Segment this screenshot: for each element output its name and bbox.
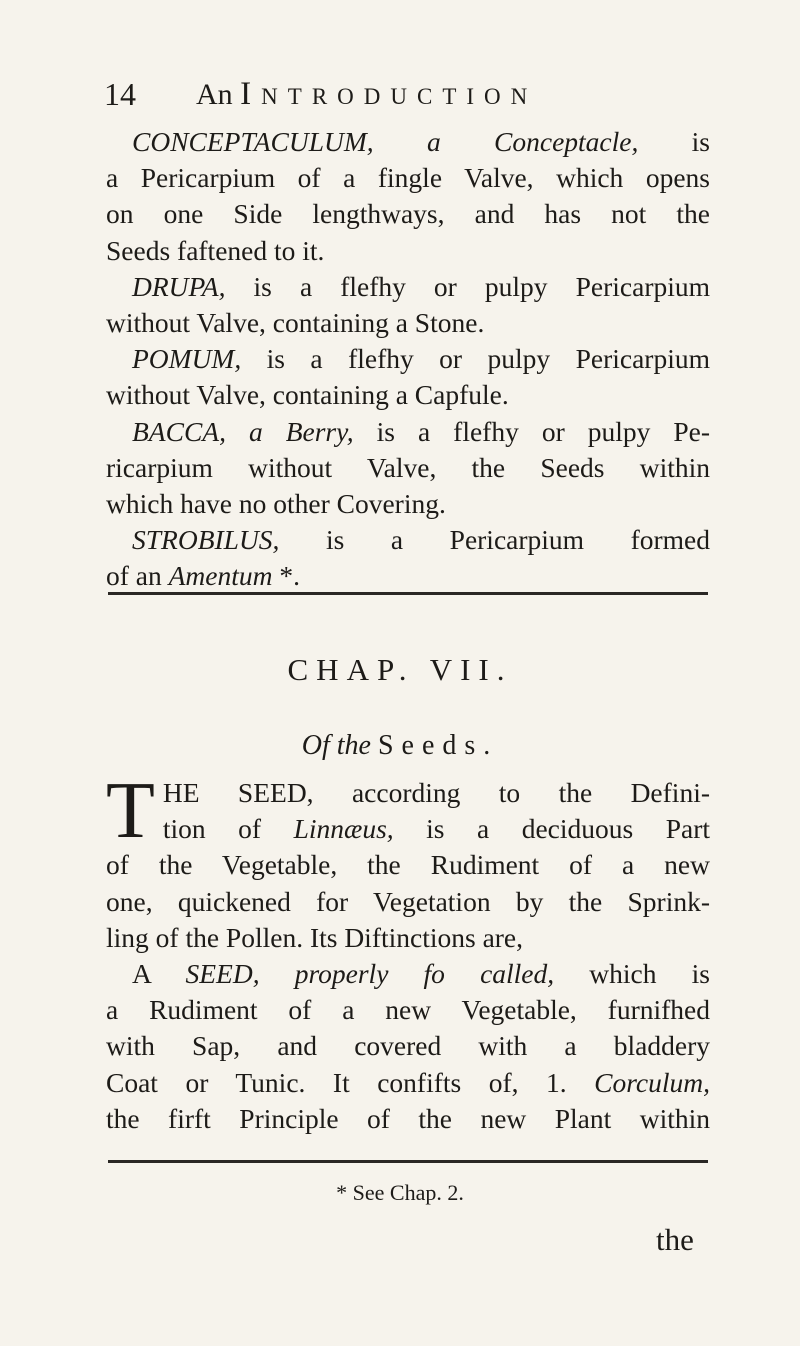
divider-rule xyxy=(108,592,708,595)
term: CONCEPTACULUM, xyxy=(132,126,374,157)
gloss: a Berry, xyxy=(248,415,354,447)
gloss: properly fo called, xyxy=(294,958,555,990)
catchword: the xyxy=(656,1222,694,1257)
title-rest: NTRODUCTION xyxy=(261,84,538,109)
term: Corculum, xyxy=(594,1066,710,1098)
running-header xyxy=(104,76,704,120)
definition-strobilus: STROBILUS, is a Pericarpium formed of an Amentum *. xyxy=(106,524,711,592)
gloss: Amentum xyxy=(168,560,273,592)
title-initial: I xyxy=(240,76,252,112)
drop-cap: T xyxy=(106,767,155,855)
footnote-rule xyxy=(108,1160,708,1163)
seed-paragraph: T HE SEED, according to the Defini- tion of Linnæus, is a deciduous Part of the Vegetable, the Rudiment of a new one, quickened for Vegetation by the Sprink- ling of the Pollen. Its Diftinctions are, A SEED, properly fo called, which is a Rudiment of a new Vegetable, furnifhed with Sap, and covered with a bladdery Coat or Tunic. It confifts of, 1. Corculum, the firft Principle of the new Plant within xyxy=(106,767,710,1134)
running-title xyxy=(196,76,537,113)
footnote: * See Chap. 2. xyxy=(336,1180,464,1205)
definition-pomum: POMUM, is a flefhy or pulpy Pericarpium without Valve, containing a Capfule. xyxy=(106,343,710,411)
chapter-subtitle: Of the Seeds. xyxy=(301,730,499,761)
chapter-heading: CHAP. VII. xyxy=(287,652,513,687)
term: POMUM, xyxy=(132,343,242,375)
term: STROBILUS, xyxy=(132,524,280,556)
page-number: 14 xyxy=(104,76,136,112)
term: BACCA, xyxy=(132,415,226,447)
author-name: Linnæus, xyxy=(293,813,394,845)
term: DRUPA, xyxy=(132,270,226,302)
title-prefix: An xyxy=(196,78,233,111)
term: SEED, xyxy=(185,958,260,990)
definition-drupa: DRUPA, is a flefhy or pulpy Pericarpium without Valve, containing a Stone. xyxy=(106,270,711,339)
definitions-block xyxy=(106,124,710,595)
gloss: a Conceptacle, xyxy=(426,126,639,157)
definition-conceptaculum: CONCEPTACULUM, a Conceptacle, is a Pericarpium of a fingle Valve, which opens on one Side lengthways, and has not the Seeds faftened to it. xyxy=(106,126,710,266)
footnote-mark: *. xyxy=(279,560,300,592)
definition-bacca: BACCA, a Berry, is a flefhy or pulpy Pe- ricarpium without Valve, the Seeds within which have no other Covering. xyxy=(106,415,710,520)
